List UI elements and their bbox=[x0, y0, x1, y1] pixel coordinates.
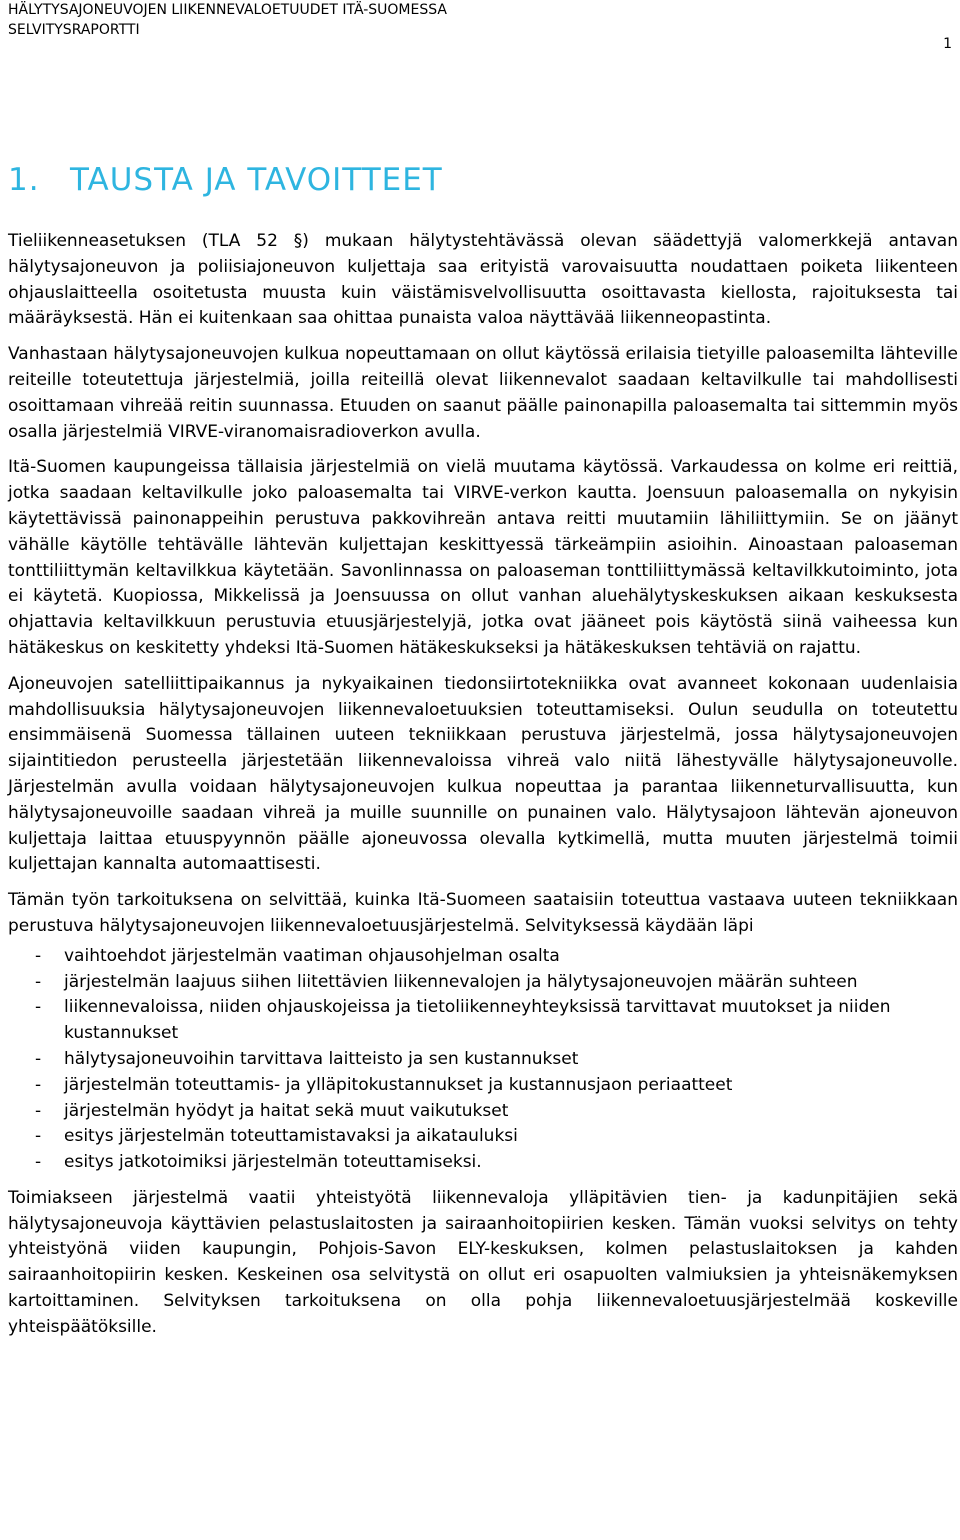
list-item: - järjestelmän laajuus siihen liitettävien liikennevalojen ja hälytysajoneuvojen määrän suhteen bbox=[8, 970, 958, 996]
list-item: - liikennevaloissa, niiden ohjauskojeissa ja tietoliikenneyhteyksissä tarvittavat muutokset ja niiden kustannukset bbox=[8, 995, 958, 1047]
body-text bbox=[8, 229, 958, 1351]
closing-paragraph: Toimiakseen järjestelmä vaatii yhteistyötä liikennevaloja ylläpitävien tien- ja kadunpitäjien sekä hälytysajoneuvoja käyttävien pelastuslaitosten ja sairaanhoitopiirien kesken. Tämän vuoksi selvitys on tehty yhteistyönä viiden kaupungin, Pohjois-Savon ELY-keskuksen, kolmen pelastuslaitoksen ja kahden sairaanhoitopiirin kesken. Keskeinen osa selvitystä on ollut eri osapuolten valmiuksien ja yhteisnäkemyksen kartoittaminen. Selvityksen tarkoituksena on olla pohja liikennevaloetuusjärjestelmää koskeville yhteispäätöksille. bbox=[8, 1187, 958, 1337]
paragraph: Tieliikenneasetuksen (TLA 52 §) mukaan hälytystehtävässä olevan säädettyjä valomerkkejä antavan hälytysajoneuvon ja poliisiajoneuvon kuljettaja saa erityistä varovaisuutta noudattaen poiketa liikenteen ohjauslaitteella osoitetusta muusta kuin väistämisvelvollisuutta osoittavasta kiellosta, rajoituksesta tai määräyksestä. Hän ei kuitenkaan saa ohittaa punaista valoa näyttävää liikenneopastinta. bbox=[8, 231, 958, 329]
section-number: 1. bbox=[8, 162, 40, 198]
section-title: TAUSTA JA TAVOITTEET bbox=[70, 162, 443, 198]
list-item: - vaihtoehdot järjestelmän vaatiman ohjausohjelman osalta bbox=[8, 944, 958, 970]
list-item: - hälytysajoneuvoihin tarvittava laitteisto ja sen kustannukset bbox=[8, 1047, 958, 1073]
list-item: - esitys jatkotoimiksi järjestelmän toteuttamiseksi. bbox=[8, 1150, 958, 1176]
list-item: - järjestelmän toteuttamis- ja ylläpitokustannukset ja kustannusjaon periaatteet bbox=[8, 1073, 958, 1099]
header-title: HÄLYTYSAJONEUVOJEN LIIKENNEVALOETUUDET ITÄ-SUOMESSA bbox=[8, 2, 447, 18]
page-number: 1 bbox=[943, 36, 952, 52]
list-item: - järjestelmän hyödyt ja haitat sekä muut vaikutukset bbox=[8, 1099, 958, 1125]
paragraph: Ajoneuvojen satelliittipaikannus ja nykyaikainen tiedonsiirtotekniikka ovat avanneet kokonaan uudenlaisia mahdollisuuksia hälytysajoneuvojen liikennevaloetuuksien toteuttamiseksi. Oulun seudulla on toteutettu ensimmäisenä Suomessa tällainen uuteen tekniikkaan perustuva järjestelmä, jossa hälytysajoneuvojen sijaintitiedon perusteella järjestetään liikennevaloissa vihreä valo niitä lähestyvälle hälytysajoneuvolle. Järjestelmän avulla voidaan hälytysajoneuvojen kulkua nopeuttaa ja parantaa liikenneturvallisuutta, kun hälytysajoneuvoille saadaan vihreä ja muille suunnille on punainen valo. Hälytysajoon lähtevän ajoneuvon kuljettaja laittaa etuuspyynnön päälle ajoneuvossa olevalla kytkimellä, mutta muuten järjestelmä toimii kuljettajan kannalta automaattisesti. bbox=[8, 673, 958, 875]
scope-list bbox=[8, 944, 958, 1176]
section-heading bbox=[8, 160, 443, 200]
running-header bbox=[8, 0, 447, 40]
paragraph: Tämän työn tarkoituksena on selvittää, kuinka Itä-Suomeen saataisiin toteuttua vastaava uuteen tekniikkaan perustuva hälytysajoneuvojen liikennevaloetuusjärjestelmä. Selvityksessä käydään läpi bbox=[8, 890, 958, 936]
paragraph: Vanhastaan hälytysajoneuvojen kulkua nopeuttamaan on ollut käytössä erilaisia tietyille paloasemilta lähteville reiteille toteutettuja järjestelmiä, joilla reiteillä olevat liikennevalot saadaan keltavilkulle tai mahdollisesti osoittamaan vihreää reitin suunnassa. Etuuden on saanut päälle painonapilla paloasemalta tai sittemmin myös osalla järjestelmiä VIRVE-viranomaisradioverkon avulla. bbox=[8, 344, 958, 442]
header-subtitle: SELVITYSRAPORTTI bbox=[8, 22, 140, 38]
list-item: - esitys järjestelmän toteuttamistavaksi ja aikatauluksi bbox=[8, 1124, 958, 1150]
paragraph: Itä-Suomen kaupungeissa tällaisia järjestelmiä on vielä muutama käytössä. Varkaudessa on kolme eri reittiä, jotka saadaan keltavilkulle joko paloasemalta tai VIRVE-verkon kautta. Joensuun paloasemalla on nykyisin käytettävissä painonappeihin perustuva pakkovihreän antava reitti muutamiin lähiliittymiin. Se on jäänyt vähälle käytölle tehtävälle lähtevän kuljettajan keskittyessä tärkeämpiin asioihin. Ainoastaan paloaseman tonttiliittymän keltavilkkua käytetään. Savonlinnassa on paloaseman tonttiliittymässä keltavilkkutoiminto, jota ei käytetä. Kuopiossa, Mikkelissä ja Joensuussa on ollut vanhan aluehälytyskeskuksen aikaan keskuksesta ohjattavia keltavilkkuun perustuvia etuusjärjestelyjä, jotka ovat jääneet pois käytöstä siinä vaiheessa kun hätäkeskus on keskitetty yhdeksi Itä-Suomen hätäkeskukseksi ja hätäkeskuksen tehtäviä on rajattu. bbox=[8, 457, 958, 658]
